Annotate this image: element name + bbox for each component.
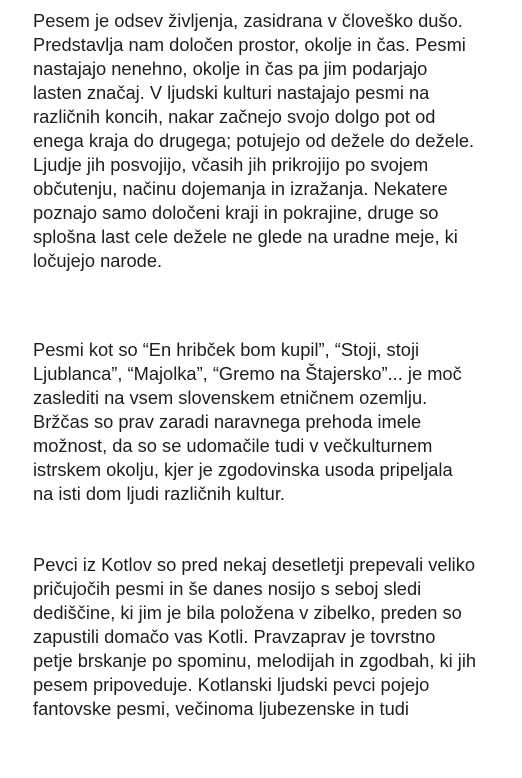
text-line: nastajajo nenehno, okolje in čas pa jim podarjajo bbox=[33, 58, 428, 79]
text-line: možnost, da so se udomačile tudi v večkulturnem bbox=[33, 435, 433, 456]
text-line: zapustili domačo vas Kotli. Pravzaprav je tovrstno bbox=[33, 626, 436, 647]
text-line: petje brskanje po spominu, melodijah in zgodbah, ki jih bbox=[33, 650, 477, 671]
text-line: različnih koncih, nakar začnejo svojo dolgo pot od bbox=[33, 106, 436, 127]
text-line: Pevci iz Kotlov so pred nekaj desetletji prepevali veliko bbox=[33, 554, 476, 575]
paragraph-3 bbox=[33, 553, 476, 721]
text-line: občutenju, načinu dojemanja in izražanja. Nekatere bbox=[33, 178, 448, 199]
text-line: ločujejo narode. bbox=[33, 250, 163, 271]
text-line: enega kraja do drugega; potujejo od dežele do dežele. bbox=[33, 130, 475, 151]
text-line: zaslediti na vsem slovenskem etničnem ozemlju. bbox=[33, 387, 428, 408]
text-line: istrskem okolju, kjer je zgodovinska usoda pripeljala bbox=[33, 459, 453, 480]
text-line: pričujočih pesmi in še danes nosijo s seboj sledi bbox=[33, 578, 422, 599]
text-line: splošna last cele dežele ne glede na uradne meje, ki bbox=[33, 226, 458, 247]
paragraph-2 bbox=[33, 338, 462, 506]
paragraph-1 bbox=[33, 9, 474, 273]
text-line: lasten značaj. V ljudski kulturi nastajajo pesmi na bbox=[33, 82, 430, 103]
text-line: pesem pripoveduje. Kotlanski ljudski pevci pojejo bbox=[33, 674, 430, 695]
text-line: Bržčas so prav zaradi naravnega prehoda imele bbox=[33, 411, 422, 432]
text-line: Pesmi kot so “En hribček bom kupil”, “Stoji, stoji bbox=[33, 339, 420, 360]
text-line: Predstavlja nam določen prostor, okolje in čas. Pesmi bbox=[33, 34, 466, 55]
text-line: poznajo samo določeni kraji in pokrajine, druge so bbox=[33, 202, 439, 223]
text-line: fantovske pesmi, večinoma ljubezenske in tudi bbox=[33, 698, 409, 719]
text-line: Ljublanca”, “Majolka”, “Gremo na Štajersko”... je moč bbox=[33, 363, 462, 384]
text-line: dediščine, ki jim je bila položena v zibelko, preden so bbox=[33, 602, 462, 623]
text-line: Ljudje jih posvojijo, včasih jih prikrojijo po svojem bbox=[33, 154, 429, 175]
text-line: Pesem je odsev življenja, zasidrana v človeško dušo. bbox=[33, 10, 463, 31]
text-line: na isti dom ljudi različnih kultur. bbox=[33, 483, 285, 504]
